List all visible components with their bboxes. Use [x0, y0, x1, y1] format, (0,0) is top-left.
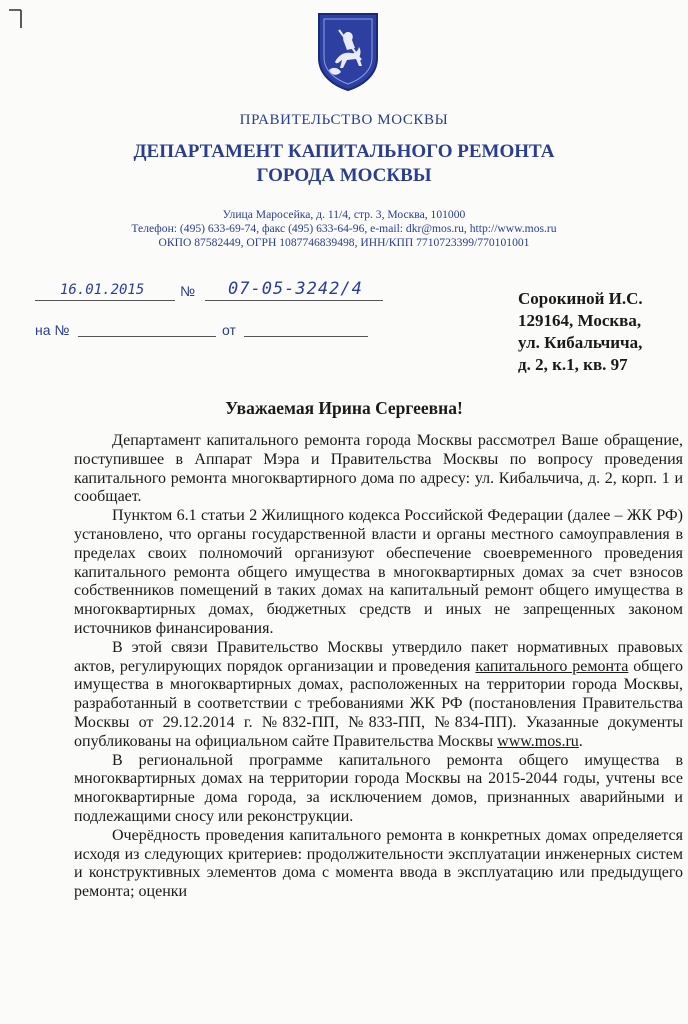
number-label: № [180, 283, 196, 299]
paragraph-3 [74, 639, 683, 752]
government-title: ПРАВИТЕЛЬСТВО МОСКВЫ [239, 112, 449, 128]
paragraph-4: В региональной программе капитального ремонта общего имущества в многоквартирных домах на территории города Москвы на 2015-2044 годы, учтены все многоквартирные дома города, за исключением домов, признанных аварийными и подлежащими сносу или реконструкции. [74, 751, 683, 825]
underlined-phrase: капитального ремонта [475, 657, 629, 675]
website-link[interactable]: www.mos.ru [497, 732, 579, 750]
reference-underline [78, 318, 216, 337]
addressee-name: Сорокиной И.С. [518, 289, 643, 308]
from-label: от [222, 322, 236, 338]
letter-number: 07-05-3242/4 [228, 279, 363, 299]
contact-address: Улица Маросейка, д. 11/4, стр. 3, Москва, 101000 [222, 208, 466, 221]
from-underline [244, 318, 368, 337]
department-title-line1: ДЕПАРТАМЕНТ КАПИТАЛЬНОГО РЕМОНТА [133, 141, 555, 162]
contact-codes: ОКПО 87582449, ОГРН 1087746839498, ИНН/КПП 7710723399/770101001 [158, 236, 530, 249]
addressee-block [518, 288, 680, 376]
letter-body [74, 432, 683, 902]
addressee-house: д. 2, к.1, кв. 97 [518, 355, 628, 374]
contact-phones: Телефон: (495) 633-69-74, факс (495) 633-64-96, e-mail: dkr@mos.ru, http://www.mos.ru [131, 222, 557, 235]
letter-date: 16.01.2015 [60, 282, 145, 298]
addressee-city: 129164, Москва, [518, 311, 642, 330]
addressee-street: ул. Кибальчича, [518, 333, 643, 352]
paragraph-3-end: . [578, 732, 583, 750]
salutation: Уважаемая Ирина Сергеевна! [225, 398, 463, 418]
department-contacts [0, 208, 688, 250]
paragraph-5: Очерёдность проведения капитального ремонта в конкретных домах определяется исходя из следующих критериев: продолжительности эксплуатации инженерных систем и конструктивных элементов дома с момента ввода в эксплуатацию или предыдущего ремонта; оценки [74, 826, 683, 901]
paragraph-1: Департамент капитального ремонта города Москвы рассмотрел Ваше обращение, поступившее в Аппарат Мэра и Правительства Москвы по вопросу проведения капитального ремонта многоквартирного дома по адресу: ул. Кибальчича, д. 2, корп. 1 и сообщает. [74, 432, 683, 506]
moscow-coat-of-arms-icon [315, 10, 381, 92]
department-title-line2: ГОРОДА МОСКВЫ [256, 165, 432, 186]
paragraph-3-text-a: В этой связи Правительство Москвы утвердило пакет нормативных правовых актов, регулирующих порядок организации и проведения [74, 638, 683, 675]
department-title [0, 140, 688, 188]
reference-label: на № [35, 322, 70, 338]
paragraph-2: Пунктом 6.1 статьи 2 Жилищного кодекса Российской Федерации (далее – ЖК РФ) установлено, что органы государственной власти и органы местного самоуправления в пределах своих полномочий организуют обеспечение своевременного проведения капитального ремонта общего имущества в многоквартирных домах за счет взносов собственников помещений в таких домах на капитальный ремонт общего имущества в многоквартирных домах, бюджетных средств и иных не запрещенных законом источников финансирования. [74, 507, 683, 637]
fold-mark-icon [7, 8, 23, 30]
paragraph-3-text-b: общего имущества в многоквартирных домах, расположенных на территории города Москвы, разработанный в соответствии с требованиями ЖК РФ (постановления Правительства Москвы от 29.12.2014 г. №832-ПП, №833-ПП, №834-ПП). Указанные документы опубликованы на официальном сайте Правительства Москвы [74, 657, 683, 750]
